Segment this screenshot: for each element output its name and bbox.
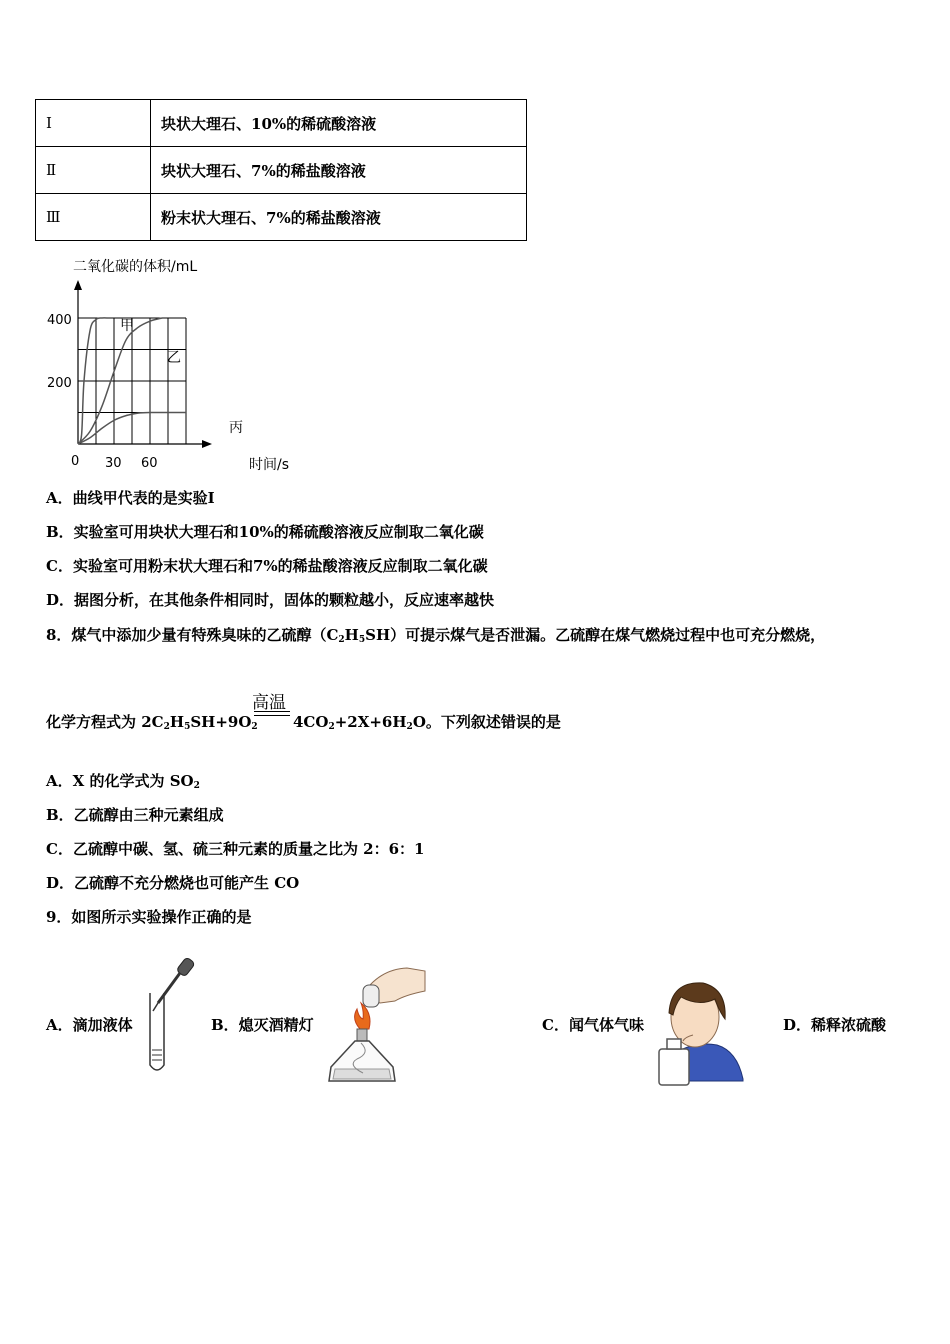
x-axis-label: 时间/s	[249, 457, 290, 473]
q9-option-b: B．熄灭酒精灯	[211, 1016, 314, 1034]
experiment-table	[35, 99, 527, 241]
alcohol-lamp-illustration	[325, 963, 430, 1088]
q8-option-c: C．乙硫醇中碳、氢、硫三种元素的质量之比为 2：6：1	[46, 840, 425, 858]
row-desc: 块状大理石、7%的稀盐酸溶液	[151, 147, 527, 194]
q9-stem: 9．如图所示实验操作正确的是	[46, 908, 252, 926]
table-row	[36, 147, 527, 194]
q8-stem: 8．煤气中添加少量有特殊臭味的乙硫醇$(C_2H_5SH)$可提示煤气是否泄漏。乙硫醇在煤气燃烧过程中也可充分燃烧，	[46, 626, 826, 645]
y-axis-label: 二氧化碳的体积/mL	[73, 259, 198, 275]
origin-label: 0	[71, 454, 80, 469]
q9-option-d: D．稀释浓硫酸	[783, 1016, 887, 1034]
q8-equation: 化学方程式为 $2C_2H_5SH+9O_2$	[46, 713, 258, 732]
bottle-icon	[659, 1049, 689, 1085]
q7-option-d: D．据图分析，在其他条件相同时，固体的颗粒越小，反应速率越快	[46, 591, 495, 609]
equals-line-top	[254, 711, 290, 712]
table-row	[36, 100, 527, 147]
row-label: Ⅲ	[36, 194, 151, 241]
q9-option-a: A．滴加液体	[46, 1016, 133, 1034]
y-tick-label: 400	[47, 313, 72, 328]
smelling-gas-illustration	[655, 975, 750, 1090]
dropper-test-tube-illustration	[140, 955, 200, 1080]
chart-ticks	[47, 313, 158, 471]
x-axis-arrow	[202, 440, 212, 448]
q8-option-d: D．乙硫醇不充分燃烧也可能产生 CO	[46, 874, 300, 892]
y-tick-label: 200	[47, 376, 72, 391]
x-tick-label: 30	[105, 456, 122, 471]
row-label: Ⅰ	[36, 100, 151, 147]
q8-option-a: A．X 的化学式为 $SO_2$	[46, 772, 200, 791]
equals-line-bottom	[254, 715, 290, 716]
row-desc: 粉末状大理石、7%的稀盐酸溶液	[151, 194, 527, 241]
lamp-cap-icon	[363, 985, 379, 1007]
series-label: 甲	[120, 318, 134, 334]
y-axis-arrow	[74, 280, 82, 290]
series-label: 乙	[167, 350, 181, 366]
q9-option-c: C．闻气体气味	[542, 1016, 644, 1034]
q7-option-a: A．曲线甲代表的是实验Ⅰ	[46, 489, 215, 507]
dropper-icon	[153, 957, 195, 1011]
row-desc: 块状大理石、10%的稀硫酸溶液	[151, 100, 527, 147]
q8-equation-rhs: $4CO_2+2X+6H_2O$。下列叙述错误的是	[293, 713, 561, 732]
series-label: 丙	[229, 420, 243, 436]
q7-option-b: B．实验室可用块状大理石和10%的稀硫酸溶液反应制取二氧化碳	[46, 523, 484, 541]
x-tick-label: 60	[141, 456, 158, 471]
table-row	[36, 194, 527, 241]
row-label: Ⅱ	[36, 147, 151, 194]
q8-option-b: B．乙硫醇由三种元素组成	[46, 806, 224, 824]
co2-volume-chart	[35, 252, 315, 477]
reaction-condition: 高温	[252, 693, 286, 713]
q7-option-c: C．实验室可用粉末状大理石和7%的稀盐酸溶液反应制取二氧化碳	[46, 557, 488, 575]
